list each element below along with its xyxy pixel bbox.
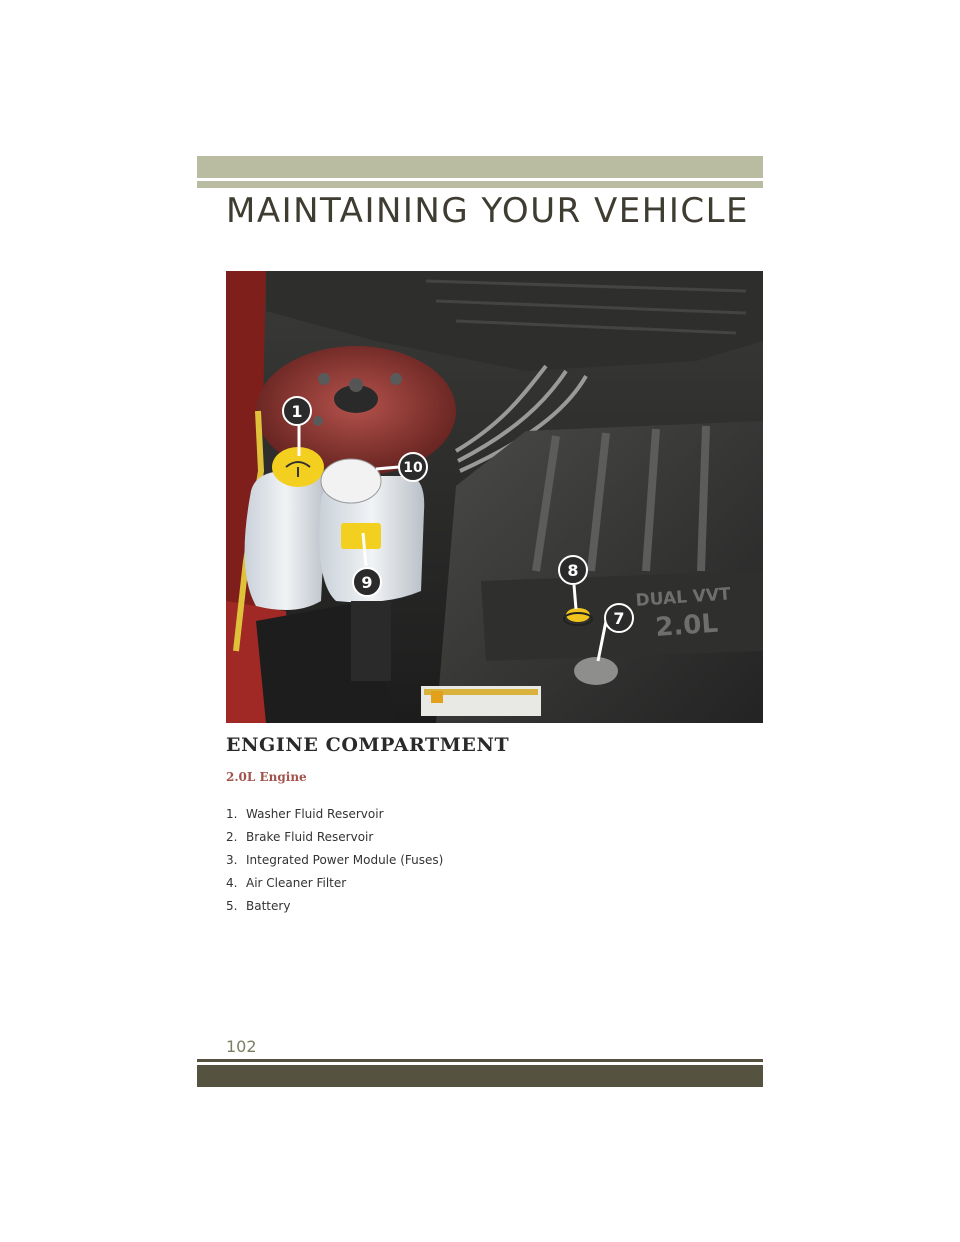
svg-text:7: 7: [613, 609, 625, 628]
callout-8: [559, 556, 587, 584]
callout-10: [399, 453, 427, 481]
header-band: [197, 156, 763, 178]
svg-text:10: 10: [403, 460, 423, 476]
coolant-cap: [321, 459, 381, 503]
list-item-label: Washer Fluid Reservoir: [246, 807, 384, 821]
header-band-thin: [197, 181, 763, 188]
tower-bolt: [390, 373, 402, 385]
callout-7: [605, 604, 633, 632]
leader-10: [376, 467, 399, 469]
battery-bracket: [351, 601, 391, 681]
list-item-label: Air Cleaner Filter: [246, 876, 347, 890]
component-list: [226, 806, 443, 921]
svg-text:1: 1: [291, 402, 303, 421]
list-item-number: 5.: [226, 899, 238, 913]
callout-1: [283, 397, 311, 425]
section-heading: ENGINE COMPARTMENT: [226, 734, 510, 756]
list-item: [226, 852, 443, 875]
list-item-number: 2.: [226, 830, 238, 844]
warning-decal-small: [431, 691, 443, 703]
list-item-number: 1.: [226, 807, 238, 821]
leader-8: [574, 585, 576, 609]
list-item-number: 4.: [226, 876, 238, 890]
list-item: [226, 898, 443, 921]
washer-reservoir: [245, 471, 328, 610]
footer-line: [197, 1059, 763, 1062]
tower-bolt: [313, 416, 323, 426]
list-item: [226, 829, 443, 852]
list-item-label: Battery: [246, 899, 291, 913]
list-item-label: Brake Fluid Reservoir: [246, 830, 374, 844]
coolant-pressure-cap: [574, 657, 618, 685]
footer-band: [197, 1065, 763, 1087]
page-number: 102: [226, 1037, 257, 1056]
engine-subheading: 2.0L Engine: [226, 770, 307, 784]
svg-text:9: 9: [361, 573, 373, 592]
cover-emblem-displacement: 2.0L: [654, 608, 719, 643]
callout-9: [353, 568, 381, 596]
tower-bolt: [318, 373, 330, 385]
list-item-number: 3.: [226, 853, 238, 867]
section-title: MAINTAINING YOUR VEHICLE: [226, 191, 750, 231]
coolant-warning-label: [341, 523, 381, 549]
list-item-label: Integrated Power Module (Fuses): [246, 853, 444, 867]
svg-text:8: 8: [567, 561, 579, 580]
engine-compartment-photo: [226, 271, 763, 723]
cover-emblem-dual: DUAL VVT: [634, 584, 732, 611]
list-item: [226, 875, 443, 898]
list-item: [226, 806, 443, 829]
strut-nut: [349, 378, 363, 392]
